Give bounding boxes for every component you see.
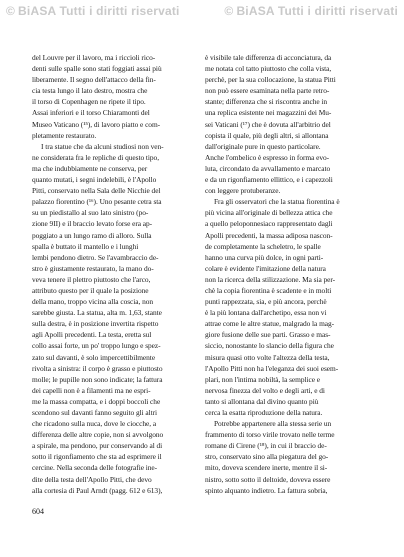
watermark-right-text: BiASA Tutti i diritti riservati [236,4,398,18]
text-line: spinto alquanto indietro. La fattura sobria, [205,485,328,495]
text-line: de completamente la scheletro, le spalle [205,241,321,251]
text-line: dite della testa dell'Apollo Pitti, che devo [32,474,152,484]
text-line: dall'originale pure in questo particolare. [205,141,321,151]
text-line: zione 9II) e il braccio levato forse era ap- [32,219,153,229]
text-line: frammento di torso virile trovato nelle terme [205,430,335,440]
text-line: mito, doveva scendere inerte, mentre il si- [205,463,328,473]
text-line: cia testa lungo il lato destro, mostra che [32,86,148,96]
text-line: Museo Vaticano (¹⁵), di lavoro piatto e com- [32,119,161,129]
text-line: lembi pendono dietro. Se l'avambraccio de- [32,252,159,262]
text-line: il torso di Copenhagen ne ripete il tipo. [32,97,146,107]
text-line: Pitti, conservato nella Sala delle Nicchie del [32,186,161,196]
text-line: I tra statue che da alcuni studiosi non ven- [41,141,164,151]
text-line: su un piedistallo al suo lato sinistro (po- [32,208,149,218]
text-line: non la ricerca della stilizzazione. Ma sia per- [205,274,336,284]
right-text-column [205,52,365,496]
text-line: ne considerata fra le repliche di questo tipo, [32,152,159,162]
text-line: Apolli precedenti, la massa adiposa nascon- [205,230,333,240]
text-line: quanto mutati, i segni indelebili, è l'Apollo [32,175,157,185]
text-line: sarebbe giusta. La statua, alta m. 1,63, stante [32,308,162,318]
copyright-icon: © [224,4,234,18]
text-line: differenza delle altre copie, non si avvolgono [32,430,164,440]
text-line: plari, non l'intima nobiltà, la semplice e [205,374,320,384]
watermark-left [6,4,180,18]
text-line: è la più lontana dall'archetipo, essa non vi [205,308,327,318]
text-line: una replica esistente nei magazzini dei Mu- [205,108,332,118]
text-line: cercine. Nella seconda delle fotografie ine- [32,463,158,473]
text-line: alla cortesia di Paul Arndt (pagg. 612 e 613), [32,485,163,495]
text-line: luta, circondato da avvallamento e marcato [205,163,331,173]
text-line: agli Apolli precedenti. La testa, eretta sul [32,330,152,340]
text-line: chè la copia fiorentina è scadente e in molti [205,285,332,295]
text-line: attrae come le altre statue, malgrado la mag- [205,319,335,329]
text-line: me la massa compatta, e i doppi boccoli che [32,396,161,406]
text-line: più vicina all'originale di bellezza attica che [205,208,333,218]
text-line: poggiato a un lungo ramo di alloro. Sulla [32,230,152,240]
text-line: stro è giustamente restaurato, la mano do- [32,263,154,273]
text-line: me notata col tatto piuttosto che colla vista, [205,64,332,74]
text-line: stro, conservato sino alla piegatura del go- [205,452,329,462]
text-line: Fra gli osservatori che la statua fiorentina è [214,197,340,207]
text-line: perchè, per la sua collocazione, la statua Pitti [205,75,336,85]
watermark-right [224,4,398,18]
text-line: punti rappezzata, sia, e più ancora, perchè [205,297,327,307]
text-line: a spirale, ma pendono, pur conservando al di [32,441,163,451]
text-line: romane di Cirene (¹⁸), in cui il braccio de- [205,441,327,451]
text-line: palazzo fiorentino (¹⁶). Uno pesante cetra sta [32,197,162,207]
watermark-left-text: BiASA Tutti i diritti riservati [18,4,180,18]
text-line: è visibile tale differenza di acconciatura, da [205,53,332,62]
text-line: hanno una curva più dolce, in ogni parti- [205,252,324,262]
text-line: a quello peloponnesiaco rappresentato dagli [205,219,333,229]
text-line: siccio, nonostante lo slancio della figura che [205,341,334,351]
text-line: l'Apollo Pitti non ha l'eleganza dei suoi esem- [205,363,339,373]
page-number: 604 [32,507,44,516]
text-line: e da un rigonfiamento ellittico, e i capezzoli [205,175,333,185]
text-line: spalla è buttato il mantello e i lunghi [32,241,139,251]
text-line: nervosa finezza del volto e degli arti, e di [205,385,325,395]
text-line: Potrebbe appartenere alla stessa serie un [214,419,332,429]
text-line: copista il quale, più degli altri, si allontana [205,130,329,140]
text-line: dei capelli non è a filamenti ma ne espri- [32,385,151,395]
text-line: veva tenere il plettro piuttosto che l'arco, [32,274,151,284]
text-line: zato sul davanti, è solo impercettibilmente [32,352,156,362]
left-text-column [32,52,192,496]
text-line: attributo questo per il quale la posizione [32,285,149,295]
text-line: Anche l'ombelico è espresso in forma evo- [205,152,330,162]
text-line: liberamente. Il segno dell'attacco della fin- [32,75,156,85]
text-line: tanto si allontana dal divino quanto più [205,396,319,406]
text-line: cerca la esatta riproduzione della natura. [205,408,323,417]
text-line: colare è evidente l'imitazione della natura [205,263,326,273]
text-line: giore fusione delle sue parti. Grasso e mas- [205,330,331,340]
text-line: pletamente restaurato. [32,130,97,140]
text-line: con leggere protuberanze. [205,186,281,196]
text-line: stante; differenza che si riscontra anche in [205,97,328,107]
text-line: scendono sul davanti fanno seguito gli altri [32,408,158,417]
text-line: che ricadono sulla nuca, dove le ciocche, a [32,419,157,429]
text-line: della mano, troppo vicina alla coscia, non [32,297,154,307]
text-line: non può essere esaminata nella parte retro- [205,86,330,96]
copyright-icon: © [6,4,16,18]
text-line: denti sulle spalle sono stati foggiati assai più [32,64,162,74]
text-line: sulla destra, è in posizione invertita rispetto [32,319,159,329]
text-line: rivolta a sinistra: il corpo è grasso e piuttosto [32,363,163,373]
text-line: sotto il rigonfiamento che sta ad esprimere il [32,452,162,462]
text-line: collo assai forte, un po' troppo lungo e spez- [32,341,161,351]
text-line: Assai inferiori e il torso Chiaramonti del [32,108,150,118]
text-line: del Louvre per il lavoro, ma i riccioli rico- [32,53,156,62]
text-line: nistro, sotto sotto il deltoide, doveva essere [205,474,331,484]
text-line: molle; le pupille non sono indicate; la fattura [32,374,163,384]
watermark-banner [0,4,404,18]
text-line: ma che indubbiamente ne conserva, per [32,163,148,173]
text-line: sei Vaticani (¹⁷) che è dovuta all'arbitrio del [205,119,331,129]
text-line: misura quasi otto volte l'altezza della testa, [205,352,330,362]
